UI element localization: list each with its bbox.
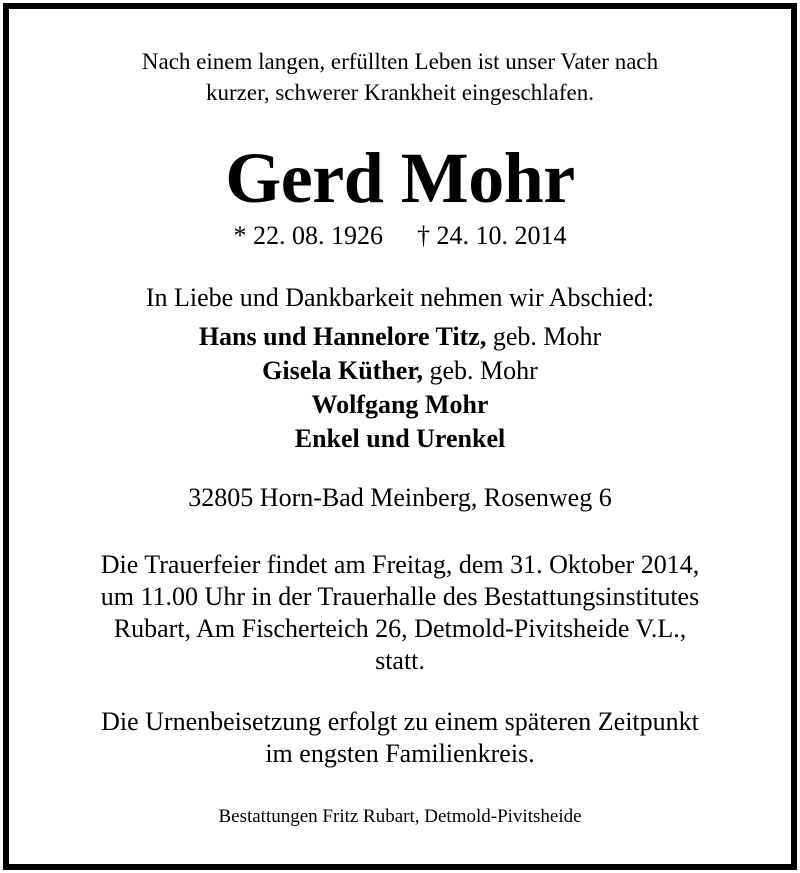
family-address: 32805 Horn-Bad Meinberg, Rosenweg 6 [188, 483, 612, 512]
mourner-name: Gisela Küther, [262, 356, 423, 385]
ceremony-line: statt. [375, 646, 425, 675]
birth-date: * 22. 08. 1926 [233, 221, 383, 250]
ceremony-notice [0, 549, 800, 677]
mourner-note: geb. Mohr [492, 322, 602, 351]
intro-line: Nach einem langen, erfüllten Leben ist unser Vater nach [141, 49, 659, 74]
mourner-entry [0, 354, 800, 388]
urn-line: im engsten Familienkreis. [265, 739, 535, 768]
intro-line: kurzer, schwerer Krankheit eingeschlafen. [206, 80, 594, 105]
mourner-name: Hans und Hannelore Titz, [198, 322, 487, 351]
ceremony-line: um 11.00 Uhr in der Trauerhalle des Bestattungsinstitutes [100, 582, 700, 611]
intro-text [0, 46, 800, 108]
undertaker-credit: Bestattungen Fritz Rubart, Detmold-Pivitsheide [218, 806, 582, 827]
mourner-entry [0, 388, 800, 422]
mourner-entry [0, 320, 800, 354]
ceremony-line: Rubart, Am Fischerteich 26, Detmold-Pivitsheide V.L., [113, 614, 687, 643]
mourner-entry [0, 422, 800, 456]
life-dates [0, 220, 800, 252]
mourner-note: geb. Mohr [429, 356, 538, 385]
ceremony-line: Die Trauerfeier findet am Freitag, dem 31. Oktober 2014, [100, 550, 700, 579]
deceased-name: Gerd Mohr [225, 138, 575, 218]
mourner-name: Wolfgang Mohr [311, 390, 489, 419]
farewell-text: In Liebe und Dankbarkeit nehmen wir Abschied: [145, 283, 655, 312]
urn-line: Die Urnenbeisetzung erfolgt zu einem späteren Zeitpunkt [101, 707, 699, 736]
mourner-name: Enkel und Urenkel [294, 424, 506, 453]
death-date: † 24. 10. 2014 [417, 221, 567, 250]
urn-notice [0, 706, 800, 770]
mourners-list [0, 320, 800, 456]
